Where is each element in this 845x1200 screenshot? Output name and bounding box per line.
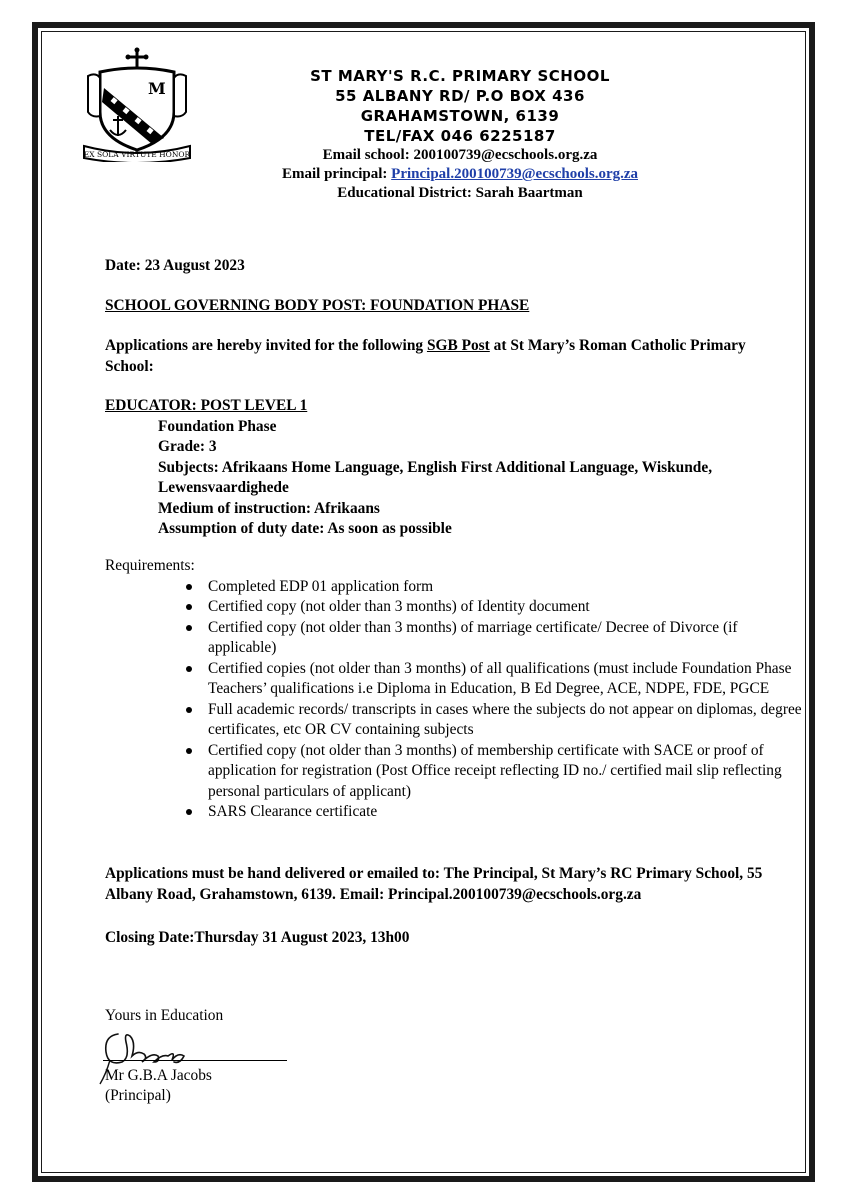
intro-text-after: at St Mary’s Roman Catholic Primary School:: [105, 337, 746, 375]
list-item: Certified copy (not older than 3 months) of marriage certificate/ Decree of Divorce (if applicable): [208, 618, 808, 659]
school-email-line: [250, 146, 670, 165]
list-item: Full academic records/ transcripts in cases where the subjects do not appear on diplomas, degree certificates, etc OR CV containing subjects: [208, 700, 808, 741]
principal-email-line: [250, 165, 670, 184]
school-email-label: Email school:: [322, 147, 414, 163]
post-section: [105, 396, 795, 540]
requirements-label: Requirements:: [105, 557, 195, 574]
post-heading: SCHOOL GOVERNING BODY POST: FOUNDATION PHASE: [105, 297, 530, 314]
delivery-instructions: Applications must be hand delivered or emailed to: The Principal, St Mary’s RC Primary School, 55 Albany Road, Grahamstown, 6139. Email: Principal.200100739@ecschools.org.za: [105, 865, 763, 903]
address-line-2: GRAHAMSTOWN, 6139: [360, 107, 560, 125]
post-detail-grade: Grade: 3: [158, 438, 217, 455]
post-detail-phase: Foundation Phase: [158, 417, 277, 435]
school-crest-icon: [78, 46, 196, 162]
school-email: 200100739@ecschools.org.za: [413, 147, 598, 163]
letterhead: [250, 66, 670, 203]
principal-email-link[interactable]: Principal.200100739@ecschools.org.za: [391, 166, 639, 182]
closing-date: Closing Date:Thursday 31 August 2023, 13h00: [105, 929, 410, 946]
list-item: Certified copy (not older than 3 months) of membership certificate with SACE or proof of application for registration (Post Office receipt reflecting ID no./ certified mail slip reflecting personal particulars of applicant): [208, 741, 808, 803]
letter-date: Date: 23 August 2023: [105, 257, 245, 274]
list-item: Certified copies (not older than 3 months) of all qualifications (must include Foundation Phase Teachers’ qualifications i.e Diploma in Education, B Ed Degree, ACE, NDPE, FDE, PGCE: [208, 659, 808, 700]
tel-fax: TEL/FAX 046 6225187: [364, 127, 556, 145]
post-detail-medium: Medium of instruction: Afrikaans: [158, 499, 380, 517]
educational-district: Educational District: Sarah Baartman: [337, 185, 583, 201]
address-line-1: 55 ALBANY RD/ P.O BOX 436: [335, 87, 585, 105]
intro-paragraph: [105, 336, 775, 377]
sgb-post-link: SGB Post: [426, 337, 490, 354]
list-item: Completed EDP 01 application form: [208, 577, 808, 598]
requirements-list: [105, 577, 808, 823]
principal-email-label: Email principal:: [281, 166, 392, 182]
signoff-title: (Principal): [105, 1087, 171, 1104]
svg-text:M: M: [148, 79, 166, 98]
post-detail-duty-date: Assumption of duty date: As soon as possible: [158, 520, 452, 537]
intro-text-before: Applications are hereby invited for the following: [105, 337, 427, 354]
post-title: EDUCATOR: POST LEVEL 1: [105, 397, 308, 414]
requirements-section: [105, 556, 802, 823]
post-detail-subjects: Subjects: Afrikaans Home Language, English First Additional Language, Wiskunde, Lewensvaardighede: [158, 458, 713, 496]
school-name: ST MARY'S R.C. PRIMARY SCHOOL: [310, 67, 610, 85]
list-item: Certified copy (not older than 3 months) of Identity document: [208, 597, 808, 618]
svg-text:EX SOLA VIRTUTE HONOR: EX SOLA VIRTUTE HONOR: [83, 150, 191, 159]
list-item: SARS Clearance certificate: [208, 802, 808, 823]
signature-line: [103, 1060, 287, 1061]
signoff-name: Mr G.B.A Jacobs: [105, 1067, 212, 1084]
signoff-greeting: Yours in Education: [105, 1007, 224, 1024]
